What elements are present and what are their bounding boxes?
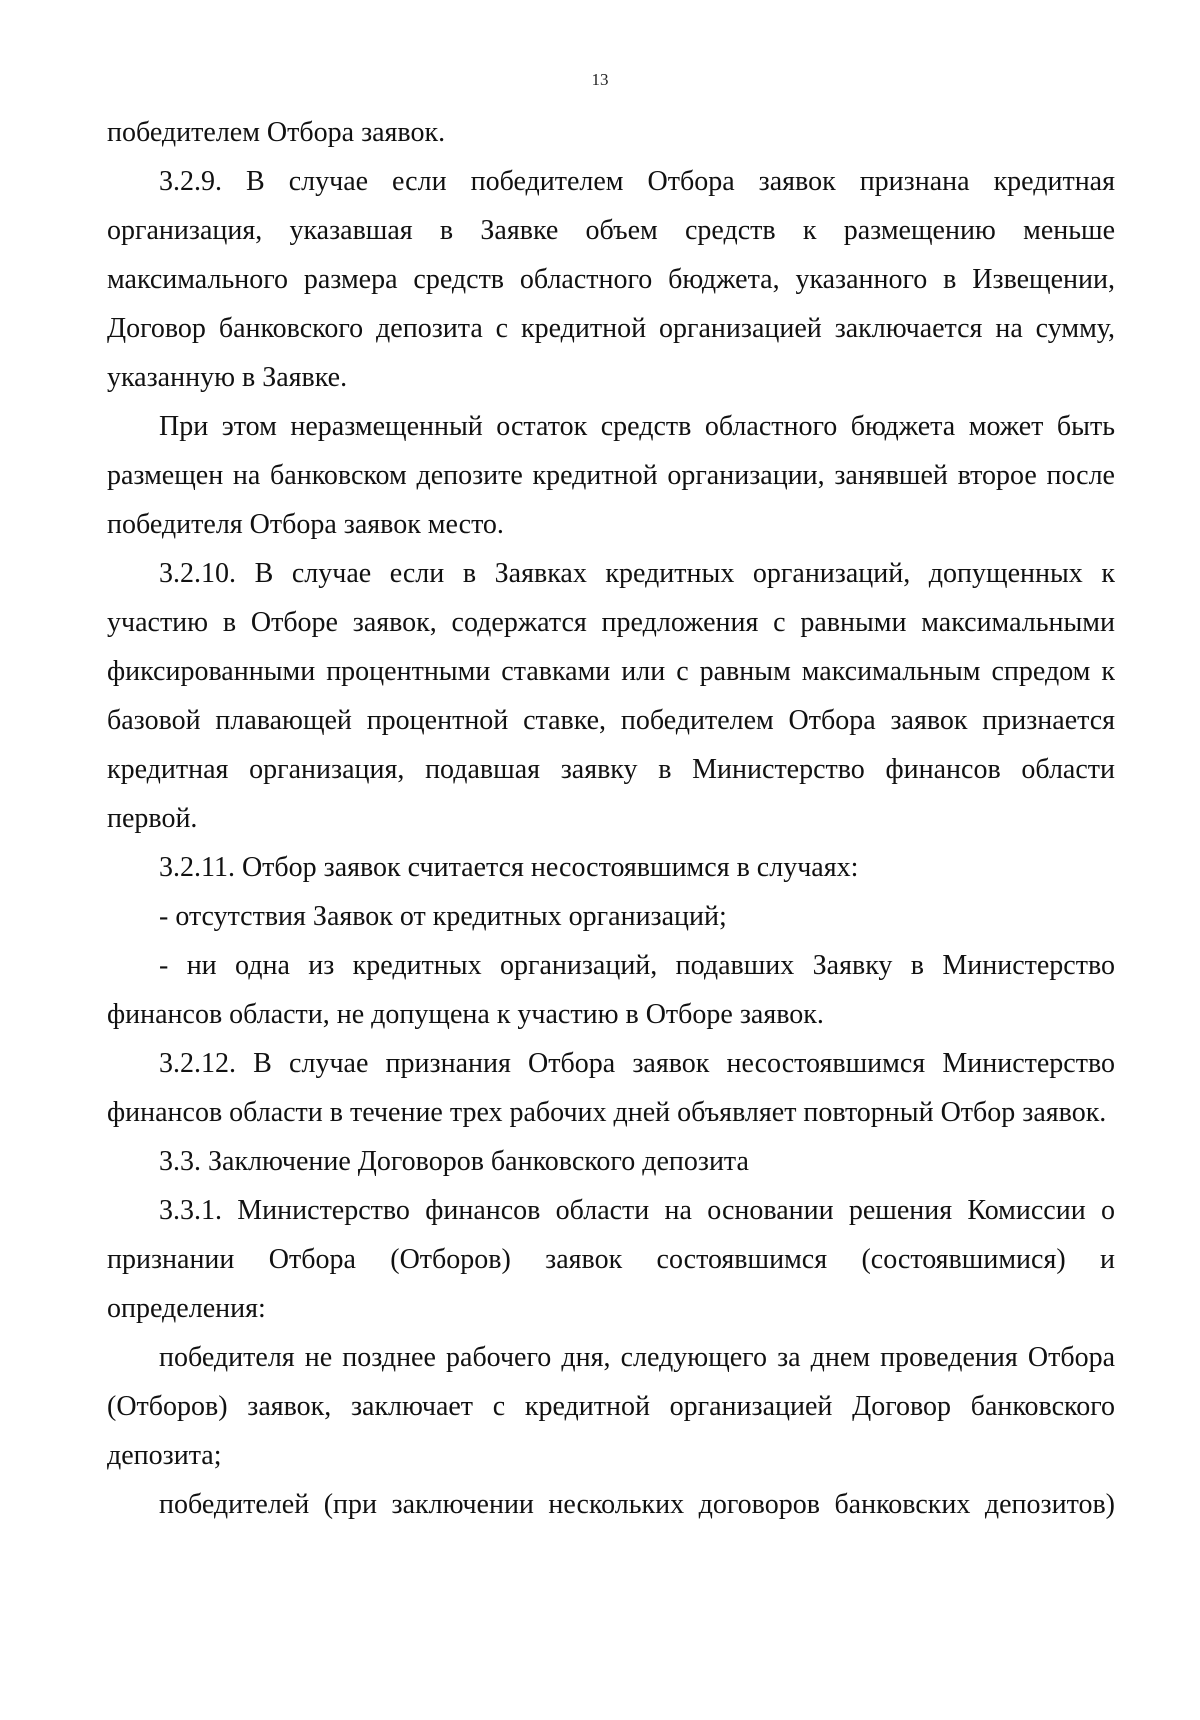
- list-item: - ни одна из кредитных организаций, подавших Заявку в Министерство финансов области, не допущена к участию в Отборе заявок.: [107, 950, 1115, 1030]
- paragraph: победителя не позднее рабочего дня, следующего за днем проведения Отбора (Отборов) заявок, заключает с кредитной организацией Договор банковского депозита;: [107, 1342, 1115, 1471]
- paragraph-3-2-12: 3.2.12. В случае признания Отбора заявок несостоявшимся Министерство финансов области в течение трех рабочих дней объявляет повторный Отбор заявок.: [107, 1048, 1115, 1128]
- paragraph-3-2-9: 3.2.9. В случае если победителем Отбора заявок признана кредитная организация, указавшая в Заявке объем средств к размещению меньше максимального размера средств областного бюджета, указанного в Извещении, Договор банковского депозита с кредитной организацией заключается на сумму, указанную в Заявке.: [107, 166, 1115, 393]
- document-body: [107, 108, 1115, 1529]
- paragraph-3-2-11: 3.2.11. Отбор заявок считается несостоявшимся в случаях:: [159, 852, 859, 883]
- section-heading-3-3: 3.3. Заключение Договоров банковского депозита: [159, 1146, 749, 1177]
- paragraph: победителей (при заключении нескольких договоров банковских депозитов): [159, 1489, 1115, 1520]
- page-number: 13: [591, 70, 609, 89]
- paragraph-3-2-10: 3.2.10. В случае если в Заявках кредитных организаций, допущенных к участию в Отборе заявок, содержатся предложения с равными максимальными фиксированными процентными ставками или с равным максимальным спредом к базовой плавающей процентной ставке, победителем Отбора заявок признается кредитная организация, подавшая заявку в Министерство финансов области первой.: [107, 558, 1115, 834]
- list-item: - отсутствия Заявок от кредитных организаций;: [159, 901, 727, 932]
- paragraph: победителем Отбора заявок.: [107, 117, 446, 148]
- paragraph-3-3-1: 3.3.1. Министерство финансов области на основании решения Комиссии о признании Отбора (Отборов) заявок состоявшимся (состоявшимися) и определения:: [107, 1195, 1115, 1324]
- paragraph: При этом неразмещенный остаток средств областного бюджета может быть размещен на банковском депозите кредитной организации, занявшей второе после победителя Отбора заявок место.: [107, 411, 1115, 540]
